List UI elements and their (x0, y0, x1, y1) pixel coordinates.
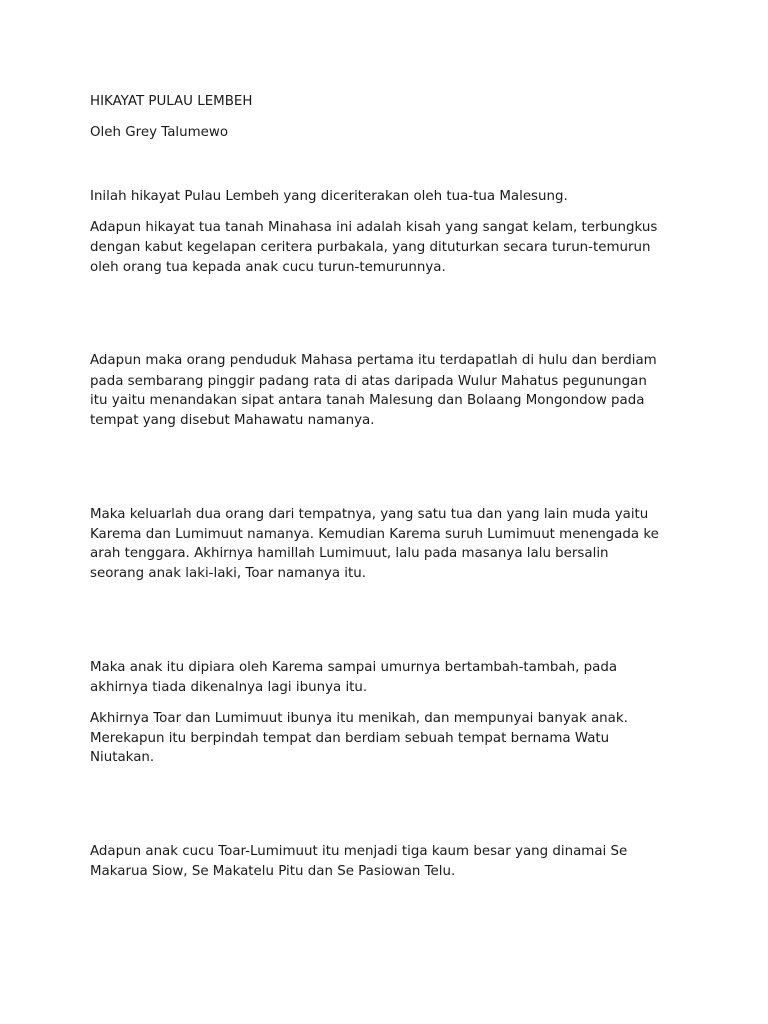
paragraph-line: arah tenggara. Akhirnya hamillah Lumimuut, lalu pada masanya lalu bersalin (90, 546, 609, 561)
document-title: HIKAYAT PULAU LEMBEH (90, 94, 253, 109)
paragraph-line: Merekapun itu berpindah tempat dan berdiam sebuah tempat bernama Watu (90, 731, 610, 746)
paragraph-line: pada sembarang pinggir padang rata di atas daripada Wulur Mahatus pegunungan (90, 374, 647, 389)
paragraph-line: tempat yang disebut Mahawatu namanya. (90, 413, 375, 428)
paragraph-line: Adapun maka orang penduduk Mahasa pertama itu terdapatlah di hulu dan berdiam (90, 353, 657, 368)
paragraph-line: dengan kabut kegelapan ceritera purbakala, yang dituturkan secara turun-temurun (90, 240, 651, 255)
paragraph-line: Maka keluarlah dua orang dari tempatnya, yang satu tua dan yang lain muda yaitu (90, 507, 649, 522)
paragraph-line: itu yaitu menandakan sipat antara tanah Malesung dan Bolaang Mongondow pada (90, 393, 645, 408)
paragraph-line: Niutakan. (90, 750, 155, 765)
paragraph-line: oleh orang tua kepada anak cucu turun-temurunnya. (90, 260, 446, 275)
paragraph-line: seorang anak laki-laki, Toar namanya itu. (90, 566, 367, 581)
paragraph-line: Makarua Siow, Se Makatelu Pitu dan Se Pasiowan Telu. (90, 864, 456, 879)
paragraph-line: akhirnya tiada dikenalnya lagi ibunya itu. (90, 680, 368, 695)
paragraph-line: Akhirnya Toar dan Lumimuut ibunya itu menikah, dan mempunyai banyak anak. (90, 711, 628, 726)
paragraph-line: Maka anak itu dipiara oleh Karema sampai umurnya bertambah-tambah, pada (90, 660, 618, 675)
paragraph-line: Adapun anak cucu Toar-Lumimuut itu menjadi tiga kaum besar yang dinamai Se (90, 844, 628, 859)
paragraph-line: Inilah hikayat Pulau Lembeh yang diceriterakan oleh tua-tua Malesung. (90, 189, 568, 204)
paragraph-line: Karema dan Lumimuut namanya. Kemudian Karema suruh Lumimuut menengada ke (90, 527, 659, 542)
paragraph-line: Adapun hikayat tua tanah Minahasa ini adalah kisah yang sangat kelam, terbungkus (90, 220, 658, 235)
document-author: Oleh Grey Talumewo (90, 125, 229, 140)
